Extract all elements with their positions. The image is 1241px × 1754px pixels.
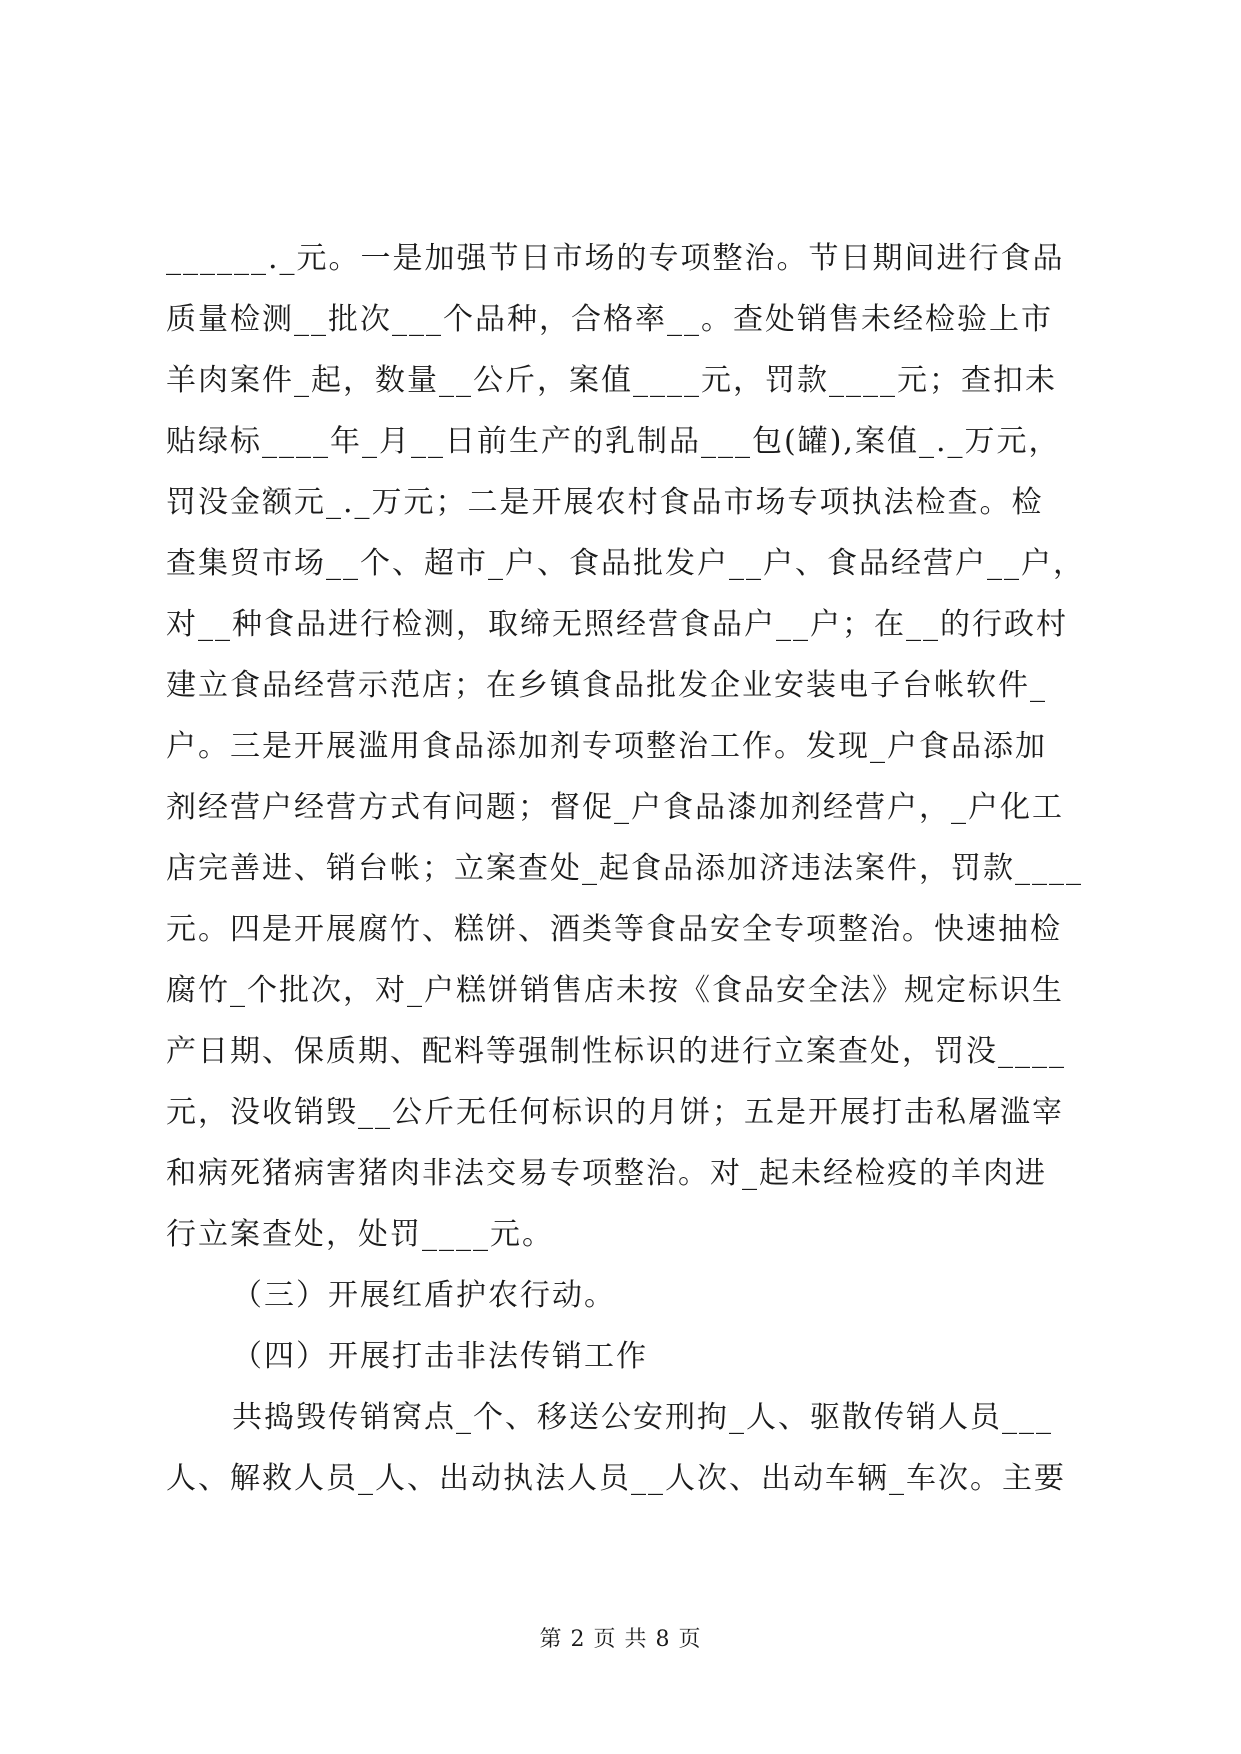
body-text [166, 228, 1096, 1509]
text-line: 行立案查处，处罚____元。 [166, 1217, 554, 1252]
text-line: 产日期、保质期、配料等强制性标识的进行立案查处，罚没____ [166, 1034, 1066, 1069]
section-heading-4: （四）开展打击非法传销工作 [232, 1339, 648, 1374]
text-line: 质量检测__批次___个品种，合格率__。查处销售未经检验上市 [166, 302, 1053, 337]
text-line: 贴绿标____年_月__日前生产的乳制品___包(罐),案值_._万元， [166, 424, 1061, 459]
text-line: ______._元。一是加强节日市场的专项整治。节日期间进行食品 [166, 241, 1065, 276]
text-line: 查集贸市场__个、超市_户、食品批发户__户、食品经营户__户， [166, 546, 1085, 581]
text-line: 建立食品经营示范店；在乡镇食品批发企业安装电子台帐软件_ [166, 668, 1047, 703]
text-line: 对__种食品进行检测，取缔无照经营食品户__户；在__的行政村 [166, 607, 1068, 642]
text-line: 元。四是开展腐竹、糕饼、酒类等食品安全专项整治。快速抽检 [166, 912, 1062, 947]
text-line: 和病死猪病害猪肉非法交易专项整治。对_起未经检疫的羊肉进 [166, 1156, 1047, 1191]
page-number-footer: 第 2 页 共 8 页 [539, 1627, 702, 1652]
text-line: 元，没收销毁__公斤无任何标识的月饼；五是开展打击私屠滥宰 [166, 1095, 1064, 1130]
text-line: 剂经营户经营方式有问题；督促_户食品漆加剂经营户，_户化工 [166, 790, 1064, 825]
section-heading-3: （三）开展红盾护农行动。 [232, 1278, 616, 1313]
paragraph-line: 人、解救人员_人、出动执法人员__人次、出动车辆_车次。主要 [166, 1461, 1066, 1496]
text-line: 店完善进、销台帐；立案查处_起食品添加济违法案件，罚款____ [166, 851, 1083, 886]
text-line: 羊肉案件_起，数量__公斤，案值____元，罚款____元；查扣未 [166, 363, 1057, 398]
paragraph-line: 共捣毁传销窝点_个、移送公安刑拘_人、驱散传销人员___ [232, 1400, 1053, 1435]
text-line: 腐竹_个批次，对_户糕饼销售店未按《食品安全法》规定标识生 [166, 973, 1064, 1008]
text-line: 户。三是开展滥用食品添加剂专项整治工作。发现_户食品添加 [166, 729, 1047, 764]
text-line: 罚没金额元_._万元；二是开展农村食品市场专项执法检查。检 [166, 485, 1044, 520]
